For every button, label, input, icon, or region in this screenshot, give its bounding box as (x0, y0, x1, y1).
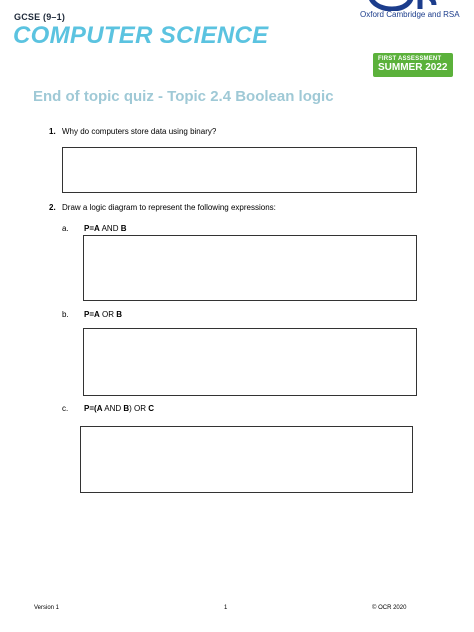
question-1-number: 1. (49, 127, 56, 136)
part-c-label: c. (62, 404, 69, 413)
question-2-text: Draw a logic diagram to represent the following expressions: (62, 203, 276, 212)
part-a-label: a. (62, 224, 69, 233)
brand-tagline: Oxford Cambridge and RSA (360, 10, 460, 19)
answer-box-1[interactable] (62, 147, 417, 193)
footer-copyright: © OCR 2020 (372, 605, 407, 611)
part-c-expression: P=(A AND B) OR C (84, 404, 155, 413)
subject-title: COMPUTER SCIENCE (13, 22, 269, 49)
answer-box-2b[interactable] (83, 328, 417, 396)
footer-version: Version 1 (34, 605, 60, 611)
question-2-number: 2. (49, 203, 56, 212)
footer-page-number: 1 (224, 605, 228, 611)
part-a-expression: P=A AND B (84, 224, 127, 233)
part-b-expression: P=A OR B (84, 310, 123, 319)
badge-line2: SUMMER 2022 (378, 62, 448, 73)
qualification-label: GCSE (9–1) (14, 12, 66, 22)
answer-box-2a[interactable] (83, 235, 417, 301)
question-1-text: Why do computers store data using binary? (62, 127, 217, 136)
part-b-label: b. (62, 310, 69, 319)
answer-box-2c[interactable] (80, 426, 413, 493)
quiz-title: End of topic quiz - Topic 2.4 Boolean logic (33, 88, 334, 105)
first-assessment-badge (373, 53, 453, 77)
badge-line1: FIRST ASSESSMENT (378, 56, 442, 62)
